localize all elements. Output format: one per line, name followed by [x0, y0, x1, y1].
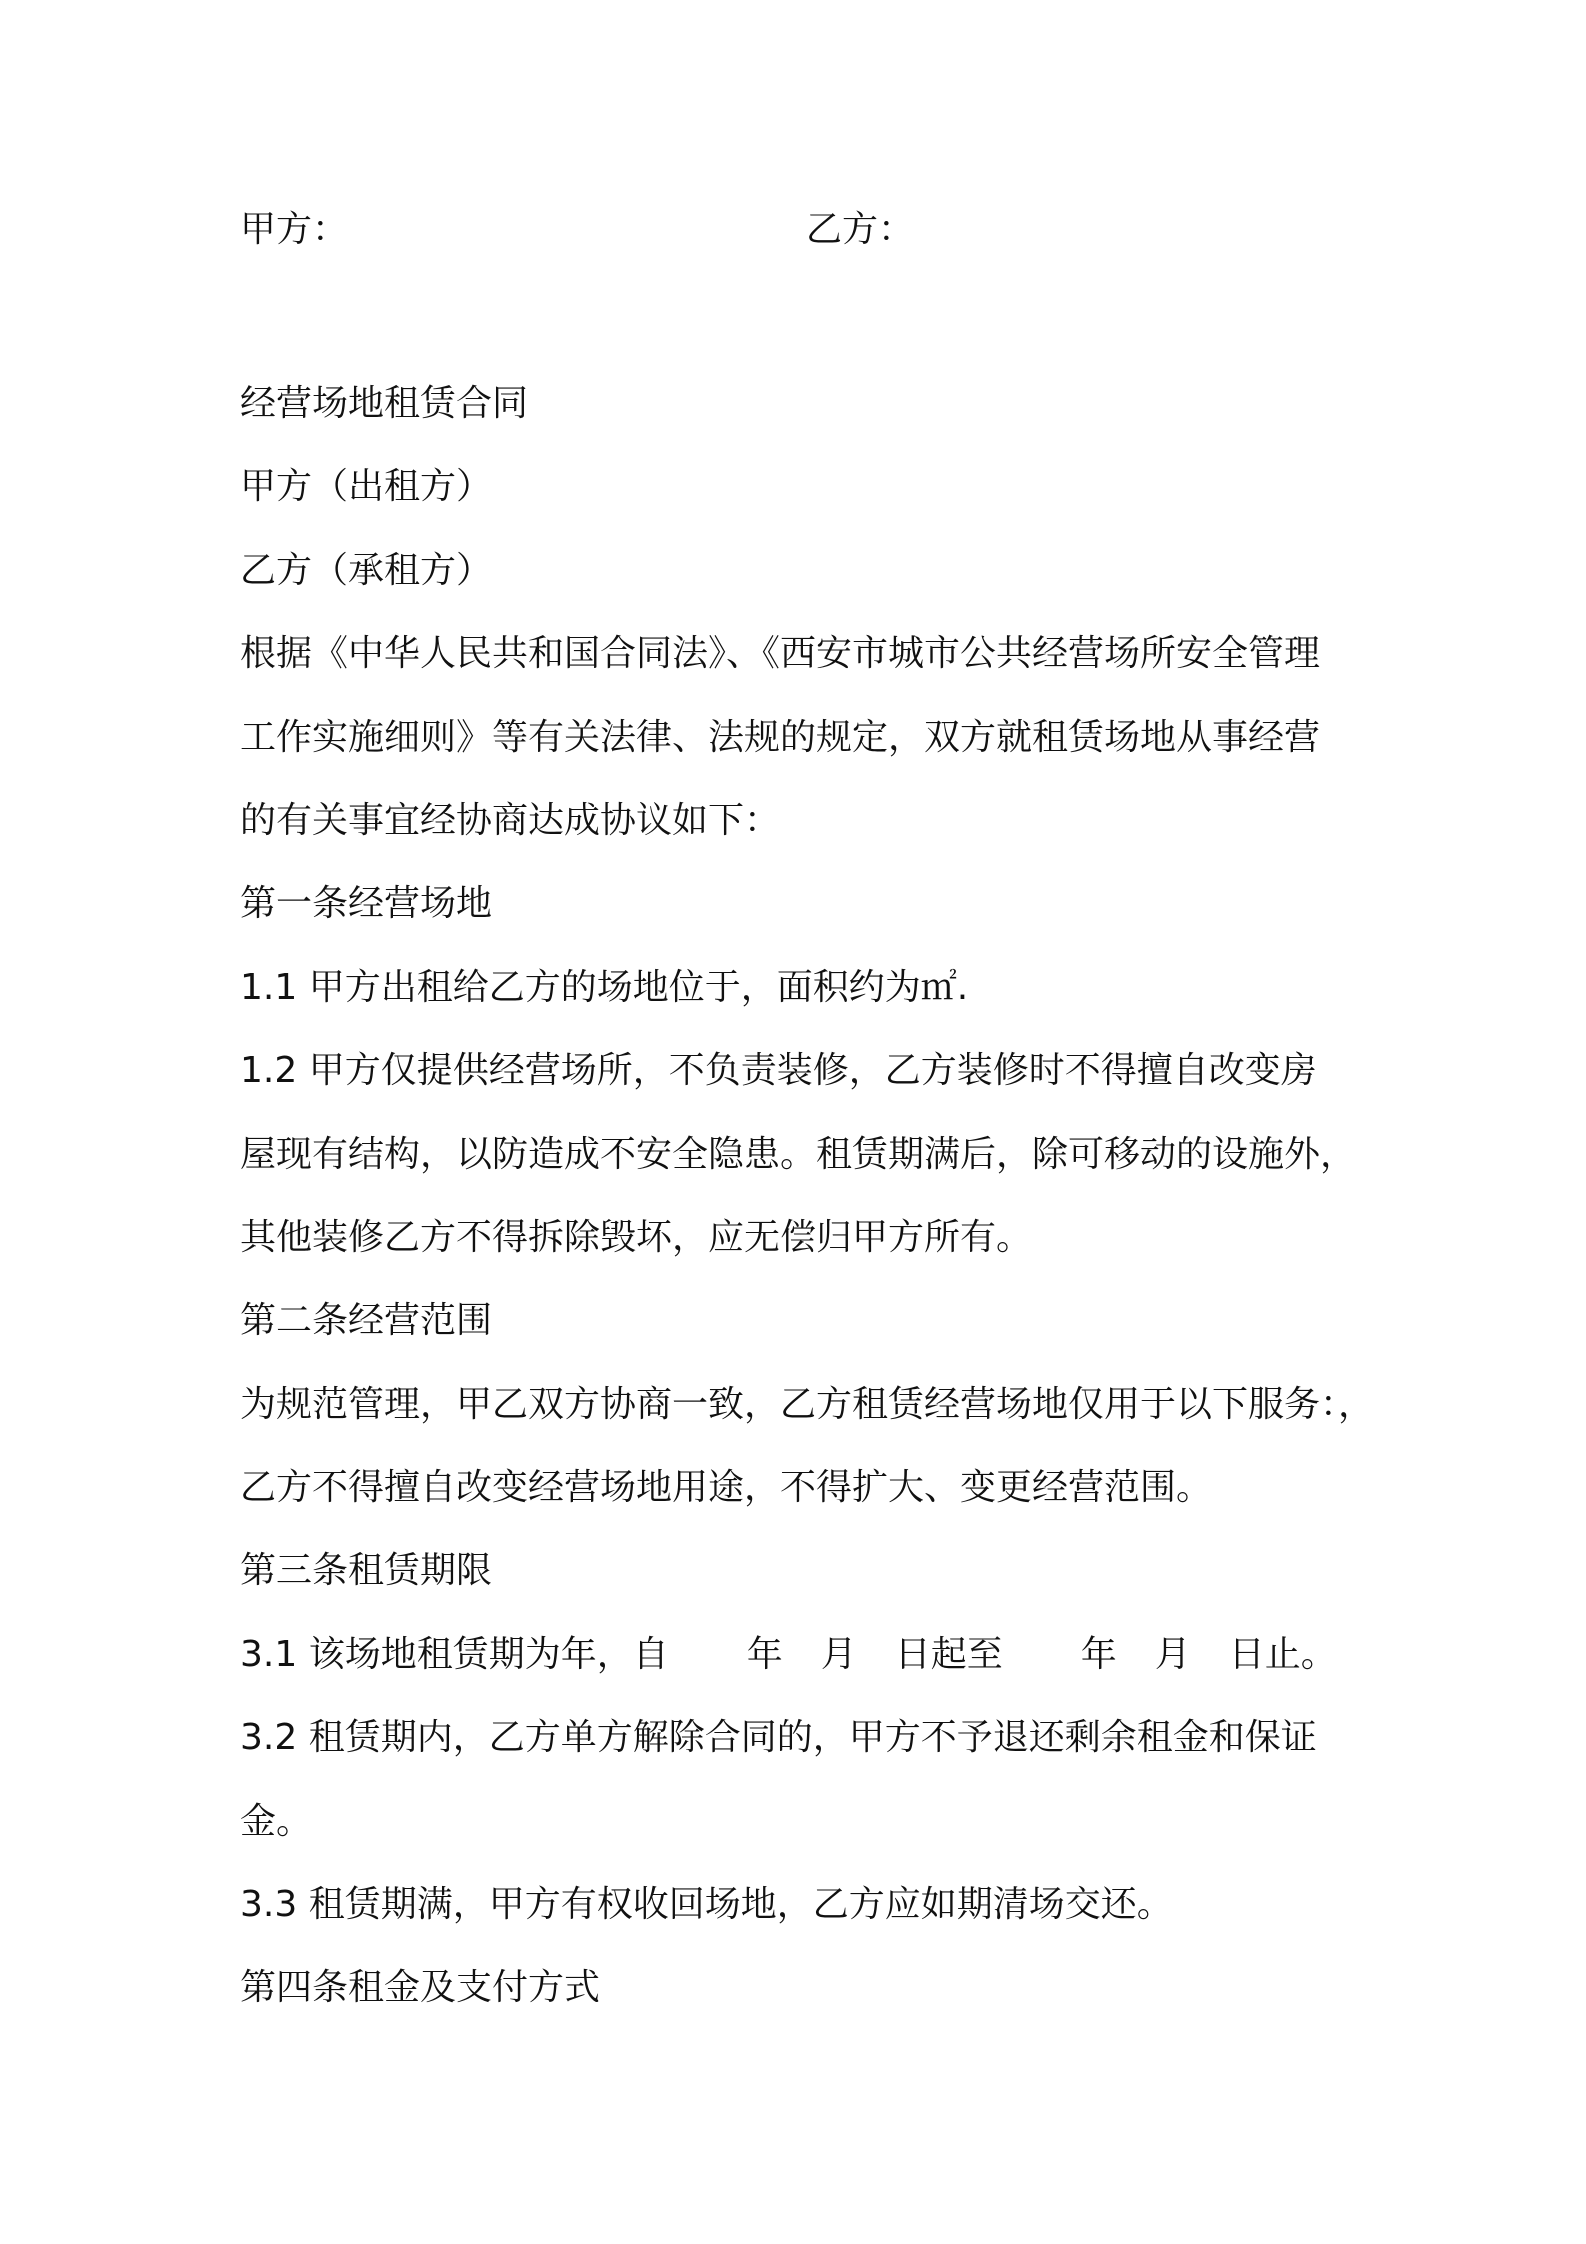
clause-1-2-line-1: 1.2 甲方仅提供经营场所，不负责装修，乙方装修时不得擅自改变房	[240, 1050, 1317, 1092]
article-2-line-1: 为规范管理，甲乙双方协商一致，乙方租赁经营场地仅用于以下服务：，	[240, 1383, 1375, 1425]
party-a-lessor: 甲方（出租方）	[240, 466, 493, 508]
preamble-line-1: 根据《中华人民共和国合同法》、《西安市城市公共经营场所安全管理	[240, 633, 1321, 675]
article-2-line-2: 乙方不得擅自改变经营场地用途，不得扩大、变更经营范围。	[240, 1467, 1213, 1509]
clause-3-2-line-2: 金。	[240, 1800, 313, 1842]
contract-body	[240, 362, 1375, 2030]
clause-3-1-term: 3.1 该场地租赁期为年，自	[240, 1633, 669, 1675]
end-month-label: 月	[1154, 1633, 1191, 1675]
clause-1-1: 1.1 甲方出租给乙方的场地位于，面积约为㎡.	[240, 966, 969, 1008]
start-year-label: 年	[746, 1633, 783, 1675]
party-a-label: 甲方：	[240, 209, 349, 250]
preamble-line-3: 的有关事宜经协商达成协议如下：	[240, 799, 781, 841]
start-month-label: 月	[820, 1633, 857, 1675]
end-year-label: 年	[1080, 1633, 1117, 1675]
end-day-label: 日止。	[1228, 1633, 1337, 1675]
clause-3-3: 3.3 租赁期满，甲方有权收回场地，乙方应如期清场交还。	[240, 1884, 1173, 1926]
article-1-title: 第一条经营场地	[240, 883, 493, 925]
clause-3-1	[240, 1613, 1368, 1696]
article-3-title: 第三条租赁期限	[240, 1550, 493, 1592]
article-4-title: 第四条租金及支付方式	[240, 1967, 601, 2009]
start-day-label: 日起至	[894, 1633, 1003, 1675]
party-b-label: 乙方：	[806, 209, 915, 250]
clause-3-2-line-1: 3.2 租赁期内，乙方单方解除合同的，甲方不予退还剩余租金和保证	[240, 1717, 1317, 1759]
clause-1-2-line-3: 其他装修乙方不得拆除毁坏，应无偿归甲方所有。	[240, 1216, 1033, 1258]
contract-title: 经营场地租赁合同	[240, 383, 529, 424]
clause-1-2-line-2: 屋现有结构，以防造成不安全隐患。租赁期满后，除可移动的设施外，	[240, 1133, 1357, 1175]
parties-header	[240, 200, 1380, 260]
preamble-line-2: 工作实施细则》等有关法律、法规的规定，双方就租赁场地从事经营	[240, 716, 1321, 758]
party-b-lessee: 乙方（承租方）	[240, 549, 493, 591]
article-2-title: 第二条经营范围	[240, 1300, 493, 1342]
